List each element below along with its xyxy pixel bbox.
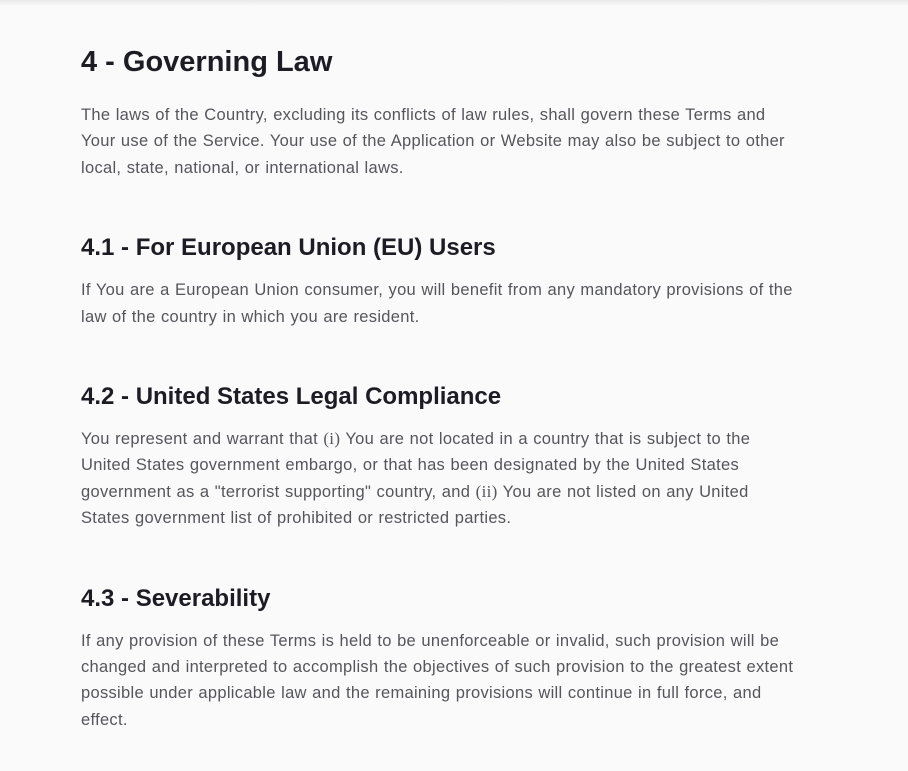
section-4-2-paragraph xyxy=(81,426,797,532)
section-4-heading: 4 - Governing Law xyxy=(81,46,333,78)
section-4-2-heading: 4.2 - United States Legal Compliance xyxy=(81,383,502,411)
section-governing-law xyxy=(81,44,797,181)
section-4-paragraph: The laws of the Country, excluding its conflicts of law rules, shall govern these Terms and Your use of the Service. Your use of the Application or Website may also be subject to other local, state, national, or international laws. xyxy=(81,106,785,177)
section-4-1-paragraph: If You are a European Union consumer, you will benefit from any mandatory provisions of the law of the country in which you are resident. xyxy=(81,281,793,326)
paragraph-text-middle: You are not located in a country that is subject to the United States government embargo, or that has been designated by the United States government as a "terrorist supporting" country, and xyxy=(81,430,751,501)
paragraph-text-lead: You represent and warrant that xyxy=(81,430,324,449)
section-us-legal-compliance xyxy=(81,382,797,532)
paragraph-text-tail: You are not listed on any United States government list of prohibited or restricted parties. xyxy=(81,482,749,528)
section-4-1-heading: 4.1 - For European Union (EU) Users xyxy=(81,234,496,262)
section-severability xyxy=(81,584,797,734)
roman-numeral-i: (i) xyxy=(323,429,341,449)
roman-numeral-ii: (ii) xyxy=(475,481,498,501)
section-4-3-heading: 4.3 - Severability xyxy=(81,584,271,612)
section-4-3-paragraph: If any provision of these Terms is held to be unenforceable or invalid, such provision will be changed and interpreted to accomplish the objectives of such provision to the greatest extent possible under applicable law and the remaining provisions will continue in full force, and effect. xyxy=(81,631,794,729)
section-eu-users xyxy=(81,233,797,330)
